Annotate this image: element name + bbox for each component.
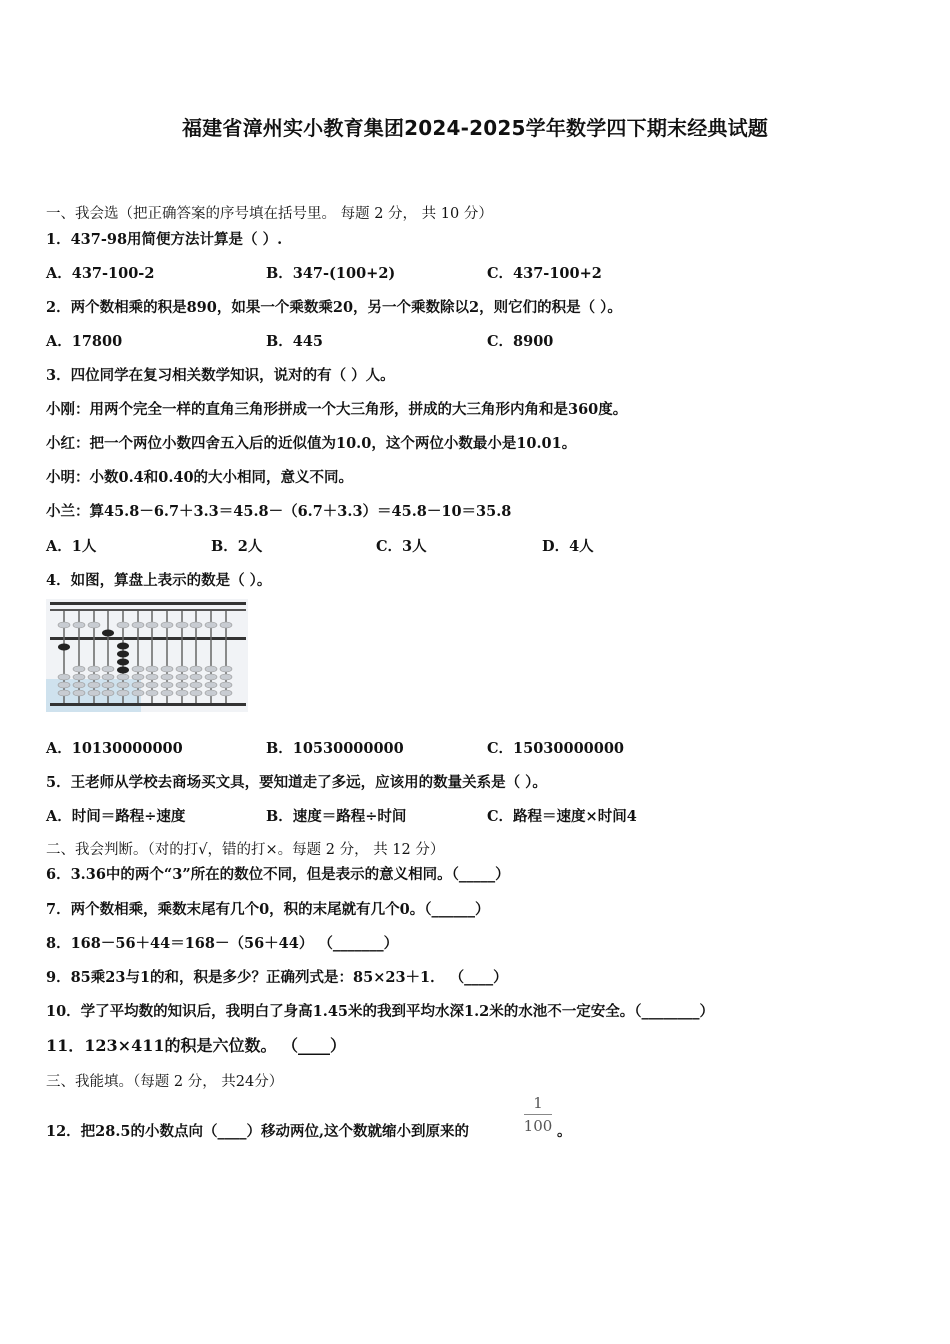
question-1: 1．437-98用简便方法计算是（ ）.	[46, 231, 283, 248]
question-9: 9．85乘23与1的和，积是多少？正确列式是：85×23＋1． （____）	[46, 969, 508, 986]
question-8: 8．168－56＋44＝168－（56＋44） （_______）	[46, 935, 399, 952]
question-12: 12．把28.5的小数点向（____）移动两位,这个数就缩小到原来的	[46, 1123, 470, 1140]
q1-option-a: A．437-100-2	[46, 265, 155, 282]
section-2-header: 二、我会判断。（对的打√，错的打×。每题 2 分， 共 12 分）	[46, 842, 445, 858]
q3-option-a: A．1人	[46, 538, 97, 555]
abacus-image	[46, 599, 248, 712]
q3-statement: 小兰：算45.8－6.7＋3.3＝45.8－（6.7＋3.3）＝45.8－10＝35.8	[46, 503, 512, 520]
question-4: 4．如图，算盘上表示的数是（ ）。	[46, 572, 272, 589]
q4-option-b: B．10530000000	[266, 740, 404, 757]
question-10: 10．学了平均数的知识后，我明白了身高1.45米的我到平均水深1.2米的水池不一定安全。（________）	[46, 1003, 714, 1020]
question-12-suffix: 。	[557, 1123, 572, 1140]
q4-option-a: A．10130000000	[46, 740, 183, 757]
section-3-header: 三、我能填。（每题 2 分， 共24分）	[46, 1074, 284, 1090]
question-11: 11．123×411的积是六位数。 （____）	[46, 1036, 347, 1055]
q5-option-a: A．时间＝路程÷速度	[46, 808, 186, 825]
question-2: 2．两个数相乘的积是890，如果一个乘数乘20，另一个乘数除以2，则它们的积是（ ）。	[46, 299, 622, 316]
fraction-numerator: 1	[533, 1094, 543, 1112]
section-1-header: 一、我会选（把正确答案的序号填在括号里。 每题 2 分， 共 10 分）	[46, 206, 493, 222]
q2-option-b: B．445	[266, 333, 324, 350]
q5-option-c: C．路程＝速度×时间4	[487, 808, 637, 825]
q3-statement: 小刚：用两个完全一样的直角三角形拼成一个大三角形，拼成的大三角形内角和是360度。	[46, 401, 628, 418]
q3-option-c: C．3人	[376, 538, 427, 555]
q3-statement: 小明：小数0.4和0.40的大小相同，意义不同。	[46, 469, 354, 486]
q3-option-d: D．4人	[542, 538, 594, 555]
fraction-one-hundredth	[522, 1094, 554, 1135]
q5-option-b: B．速度＝路程÷时间	[266, 808, 407, 825]
fraction-denominator: 100	[523, 1117, 553, 1135]
question-5: 5．王老师从学校去商场买文具，要知道走了多远，应该用的数量关系是（ ）。	[46, 774, 547, 791]
question-7: 7．两个数相乘，乘数末尾有几个0，积的末尾就有几个0。（______）	[46, 901, 490, 918]
question-3: 3．四位同学在复习相关数学知识，说对的有（ ）人。	[46, 367, 395, 384]
q2-option-a: A．17800	[46, 333, 123, 350]
q4-option-c: C．15030000000	[487, 740, 625, 757]
q1-option-c: C．437-100+2	[487, 265, 602, 282]
q3-option-b: B．2人	[211, 538, 263, 555]
page-title: 福建省漳州实小教育集团2024-2025学年数学四下期末经典试题	[181, 116, 769, 140]
question-6: 6．3.36中的两个“3”所在的数位不同，但是表示的意义相同。（_____）	[46, 866, 510, 883]
q2-option-c: C．8900	[487, 333, 554, 350]
fraction-bar	[524, 1114, 552, 1115]
q1-option-b: B．347-(100+2)	[266, 265, 396, 282]
q3-statement: 小红：把一个两位小数四舍五入后的近似值为10.0，这个两位小数最小是10.01。	[46, 435, 577, 452]
